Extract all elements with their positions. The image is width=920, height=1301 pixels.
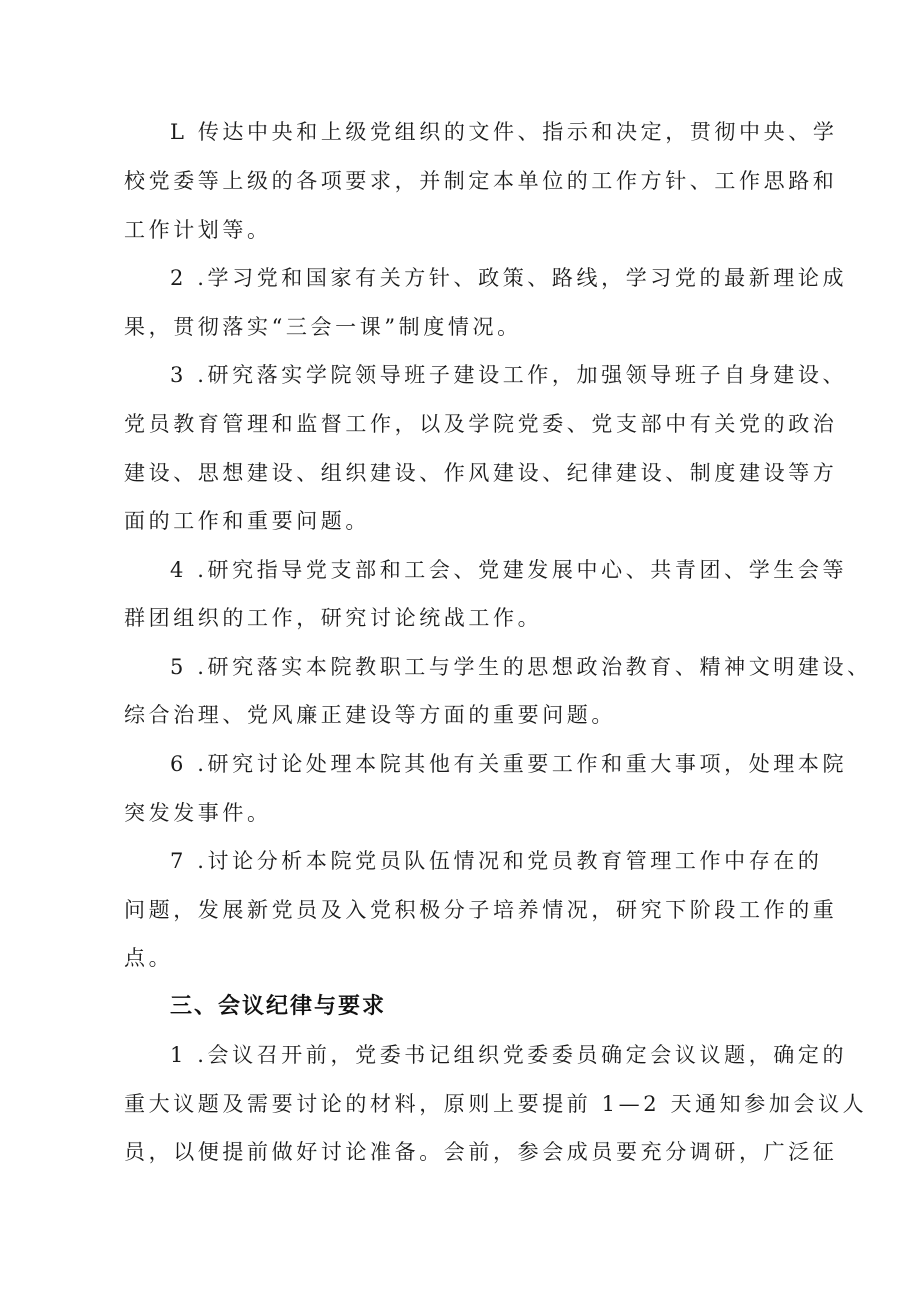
paragraph-line: 校党委等上级的各项要求，并制定本单位的工作方针、工作思路和 — [124, 169, 838, 193]
paragraph-line: 4 .研究指导党支部和工会、党建发展中心、共青团、学生会等 — [170, 558, 848, 582]
paragraph-line: 3 .研究落实学院领导班子建设工作，加强领导班子自身建设、 — [170, 363, 848, 387]
paragraph-line: 面的工作和重要问题。 — [124, 509, 370, 533]
paragraph-line: 问题，发展新党员及入党积极分子培养情况，研究下阶段工作的重 — [124, 898, 838, 922]
paragraph-line: 点。 — [124, 946, 174, 970]
paragraph-line: 员，以便提前做好讨论准备。会前，参会成员要充分调研，广泛征 — [124, 1140, 838, 1164]
paragraph-line: 综合治理、党风廉正建设等方面的重要问题。 — [124, 703, 616, 727]
paragraph-line: 工作计划等。 — [124, 218, 272, 242]
paragraph-line: 6 .研究讨论处理本院其他有关重要工作和重大事项，处理本院 — [170, 752, 848, 776]
paragraph-line: 1 .会议召开前，党委书记组织党委委员确定会议议题，确定的 — [170, 1043, 848, 1067]
paragraph-line: 7 .讨论分析本院党员队伍情况和党员教育管理工作中存在的 — [170, 849, 823, 873]
paragraph-line: L 传达中央和上级党组织的文件、指示和决定，贯彻中央、学 — [170, 120, 838, 144]
paragraph-line: 重大议题及需要讨论的材料，原则上要提前 1—2 天通知参加会议人 — [124, 1092, 868, 1116]
paragraph-line: 5 .研究落实本院教职工与学生的思想政治教育、精神文明建设、 — [170, 655, 872, 679]
section-heading: 三、会议纪律与要求 — [170, 994, 387, 1019]
paragraph-line: 果，贯彻落实“三会一课”制度情况。 — [124, 315, 522, 339]
paragraph-line: 建设、思想建设、组织建设、作风建设、纪律建设、制度建设等方 — [124, 461, 838, 485]
paragraph-line: 突发发事件。 — [124, 801, 272, 825]
paragraph-line: 2 .学习党和国家有关方针、政策、路线，学习党的最新理论成 — [170, 266, 848, 290]
paragraph-line: 群团组织的工作，研究讨论统战工作。 — [124, 606, 543, 630]
paragraph-line: 党员教育管理和监督工作，以及学院党委、党支部中有关党的政治 — [124, 412, 838, 436]
